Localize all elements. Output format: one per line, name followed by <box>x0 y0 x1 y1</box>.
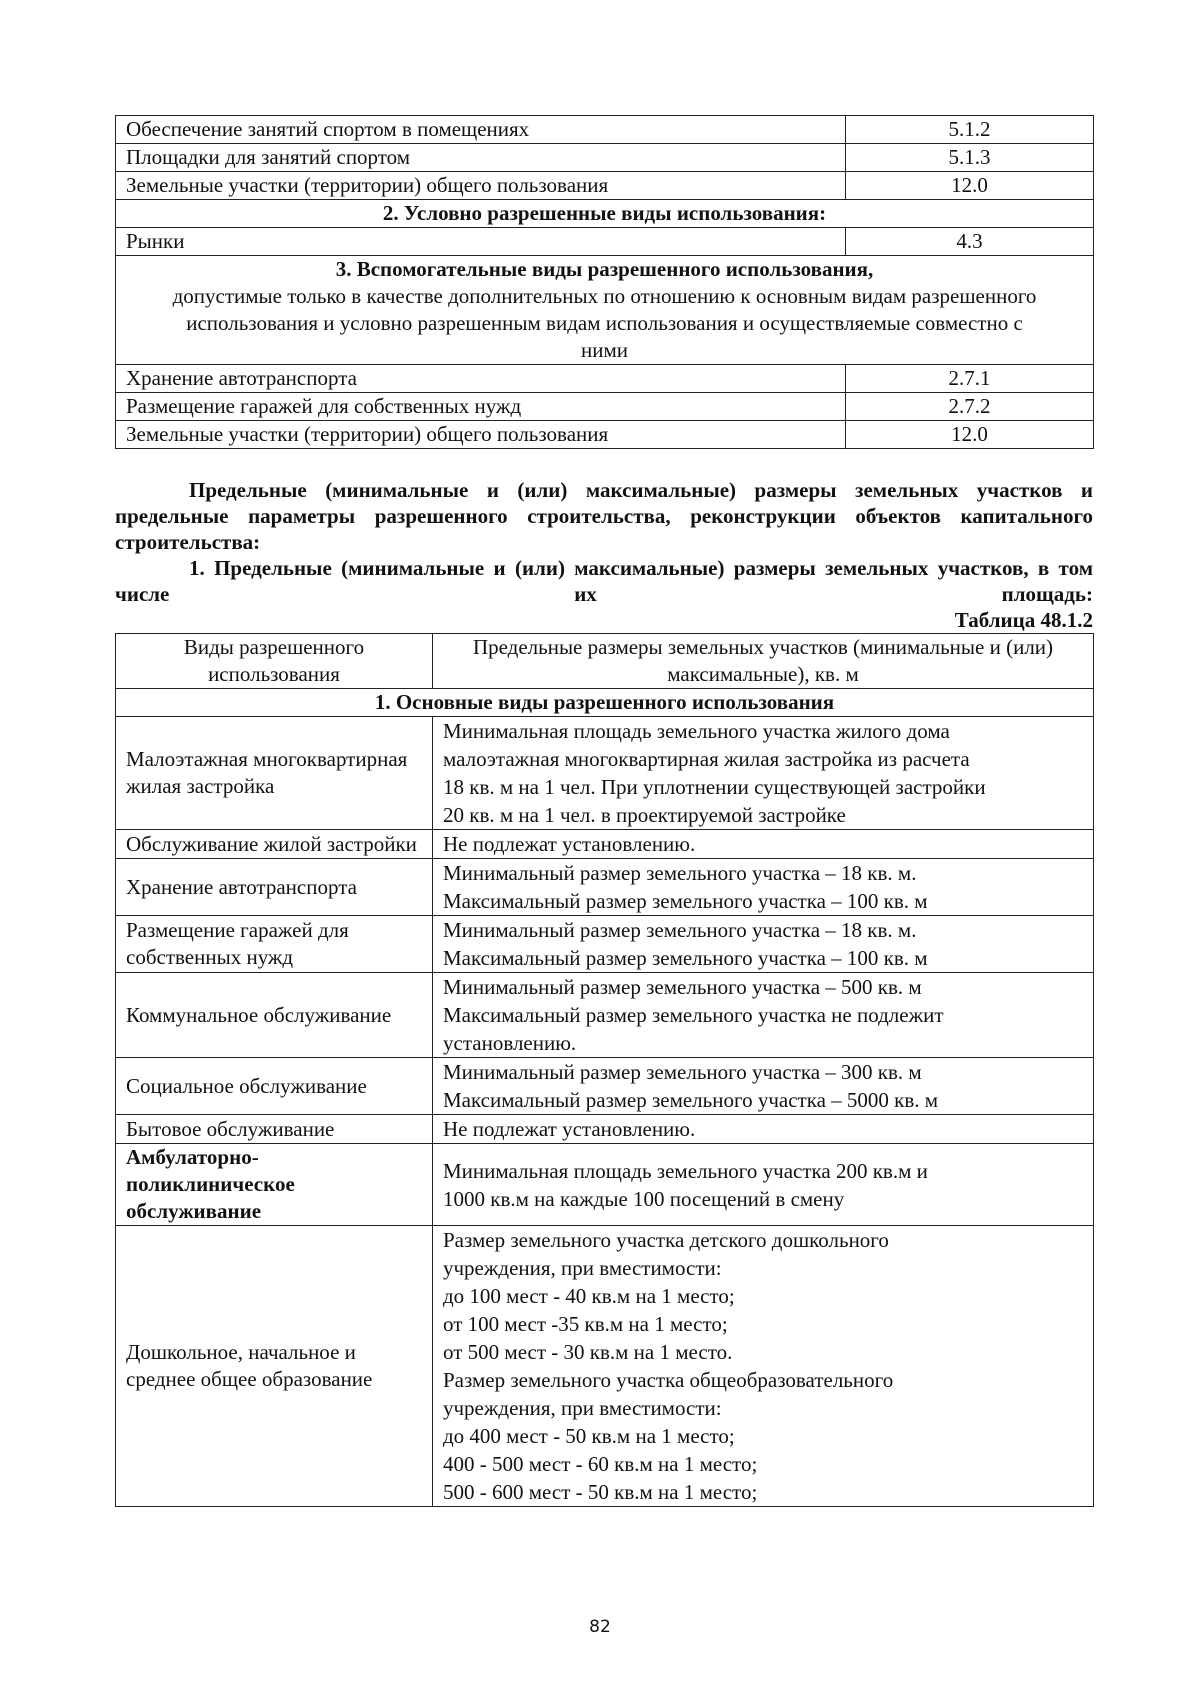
table-row <box>116 228 1094 256</box>
permitted-uses-table-body <box>116 116 1094 449</box>
table-row <box>116 973 1094 1058</box>
size-limit-line: учреждения, при вместимости: <box>443 1396 722 1420</box>
size-limit-line: Минимальный размер земельного участка – 18 кв. м. <box>443 861 917 885</box>
table-row <box>116 916 1094 973</box>
table-row <box>116 393 1094 421</box>
use-type-cell: Коммунальное обслуживание <box>116 973 433 1058</box>
table-row <box>116 116 1094 144</box>
section-heading <box>115 477 1093 607</box>
size-limit-cell <box>433 1115 1094 1144</box>
size-limit-line: 1000 кв.м на каждые 100 посещений в смену <box>443 1186 845 1211</box>
size-limit-line: до 400 мест - 50 кв.м на 1 место; <box>443 1424 735 1448</box>
use-name-cell: Обеспечение занятий спортом в помещениях <box>116 116 846 144</box>
table-row <box>116 144 1094 172</box>
use-type-cell: Хранение автотранспорта <box>116 859 433 916</box>
use-name-cell: Земельные участки (территории) общего пользования <box>116 421 846 449</box>
size-limit-line: Размер земельного участка детского дошкольного <box>443 1228 889 1252</box>
section-main-uses: 1. Основные виды разрешенного использования <box>116 689 1094 717</box>
section-conditional-uses: 2. Условно разрешенные виды использования: <box>116 200 1094 228</box>
size-limit-line: малоэтажная многоквартирная жилая застройка из расчета <box>443 747 970 771</box>
size-limit-line: от 500 мест - 30 кв.м на 1 место. <box>443 1340 733 1364</box>
size-limit-line: Минимальный размер земельного участка – 300 кв. м <box>443 1060 922 1084</box>
size-limit-line: Не подлежат установлению. <box>443 1117 696 1141</box>
use-type-cell: Дошкольное, начальное и среднее общее образование <box>116 1226 433 1507</box>
size-limit-line: Максимальный размер земельного участка не подлежит <box>443 1003 944 1027</box>
section-row <box>116 200 1094 228</box>
use-code-cell: 2.7.2 <box>846 393 1094 421</box>
table-row <box>116 859 1094 916</box>
use-name-cell: Хранение автотранспорта <box>116 365 846 393</box>
size-limit-cell <box>433 859 1094 916</box>
size-limit-line: 18 кв. м на 1 чел. При уплотнении существующей застройки <box>443 775 986 799</box>
table-header-row <box>116 634 1094 689</box>
size-limit-line: Максимальный размер земельного участка – 100 кв. м <box>443 889 928 913</box>
size-limit-line: от 100 мест -35 кв.м на 1 место; <box>443 1312 728 1336</box>
use-type-cell: Обслуживание жилой застройки <box>116 830 433 859</box>
heading-paragraph-2: 1. Предельные (минимальные и (или) максимальные) размеры земельных участков, в том числе их площадь: <box>115 556 1093 606</box>
table-row <box>116 365 1094 393</box>
size-limit-line: до 100 мест - 40 кв.м на 1 место; <box>443 1284 735 1308</box>
size-limit-line: 400 - 500 мест - 60 кв.м на 1 место; <box>443 1452 758 1476</box>
size-limit-line: 20 кв. м на 1 чел. в проектируемой застройке <box>443 803 846 827</box>
use-code-cell: 2.7.1 <box>846 365 1094 393</box>
size-limit-line: Размер земельного участка общеобразовательного <box>443 1368 894 1392</box>
size-limit-line: учреждения, при вместимости: <box>443 1256 722 1280</box>
table-row <box>116 1058 1094 1115</box>
table-row <box>116 717 1094 830</box>
table-row <box>116 830 1094 859</box>
section-title: 3. Вспомогательные виды разрешенного использования, <box>335 257 874 281</box>
size-limit-cell <box>433 1144 1094 1226</box>
use-type-cell: Социальное обслуживание <box>116 1058 433 1115</box>
use-type-cell: Малоэтажная многоквартирная жилая застройка <box>116 717 433 830</box>
size-limit-cell <box>433 973 1094 1058</box>
size-limit-cell <box>433 1226 1094 1507</box>
use-code-cell: 12.0 <box>846 421 1094 449</box>
use-type-cell: Бытовое обслуживание <box>116 1115 433 1144</box>
size-limit-line: установлению. <box>443 1031 577 1055</box>
table-caption: Таблица 48.1.2 <box>954 608 1093 632</box>
size-limit-line: Максимальный размер земельного участка – 5000 кв. м <box>443 1088 939 1112</box>
use-code-cell: 5.1.3 <box>846 144 1094 172</box>
size-limit-line: Минимальный размер земельного участка – 18 кв. м. <box>443 918 917 942</box>
page-number: 82 <box>589 1617 611 1637</box>
size-limit-cell <box>433 916 1094 973</box>
use-code-cell: 12.0 <box>846 172 1094 200</box>
land-plot-size-table-body <box>116 634 1094 1507</box>
use-code-cell: 4.3 <box>846 228 1094 256</box>
use-type-cell: Амбулаторно-поликлиническое обслуживание <box>116 1144 433 1226</box>
use-code-cell: 5.1.2 <box>846 116 1094 144</box>
size-limit-cell <box>433 830 1094 859</box>
size-limit-cell <box>433 717 1094 830</box>
size-limit-line: Не подлежат установлению. <box>443 832 696 856</box>
heading-paragraph-1: Предельные (минимальные и (или) максимальные) размеры земельных участков и предельные параметры разрешенного строительства, реконструкции объектов капитального строительства: <box>115 478 1093 554</box>
section-description: допустимые только в качестве дополнительных по отношению к основным видам разрешенного использования и условно разрешенным видам использования и осуществляемые совместно с ними <box>172 284 1037 362</box>
use-name-cell: Размещение гаражей для собственных нужд <box>116 393 846 421</box>
column-header-use-type: Виды разрешенного использования <box>116 634 433 689</box>
size-limit-line: Минимальная площадь земельного участка жилого дома <box>443 719 950 743</box>
use-name-cell: Рынки <box>116 228 846 256</box>
size-limit-line: Минимальный размер земельного участка – 500 кв. м <box>443 975 922 999</box>
use-name-cell: Земельные участки (территории) общего пользования <box>116 172 846 200</box>
table-row <box>116 172 1094 200</box>
use-name-cell: Площадки для занятий спортом <box>116 144 846 172</box>
table-row <box>116 421 1094 449</box>
size-limit-cell <box>433 1058 1094 1115</box>
size-limit-line: 500 - 600 мест - 50 кв.м на 1 место; <box>443 1480 758 1504</box>
size-limit-line: Минимальная площадь земельного участка 200 кв.м и <box>443 1158 928 1183</box>
document-page <box>115 115 1093 1507</box>
table-row <box>116 1226 1094 1507</box>
size-limit-line: Максимальный размер земельного участка – 100 кв. м <box>443 946 928 970</box>
permitted-uses-table <box>115 115 1094 449</box>
land-plot-size-table <box>115 633 1094 1507</box>
table-row <box>116 1144 1094 1226</box>
use-type-cell: Размещение гаражей для собственных нужд <box>116 916 433 973</box>
section-row <box>116 256 1094 365</box>
section-row <box>116 689 1094 717</box>
column-header-size-limits: Предельные размеры земельных участков (минимальные и (или) максимальные), кв. м <box>433 634 1094 689</box>
table-row <box>116 1115 1094 1144</box>
section-auxiliary-uses <box>116 256 1094 365</box>
